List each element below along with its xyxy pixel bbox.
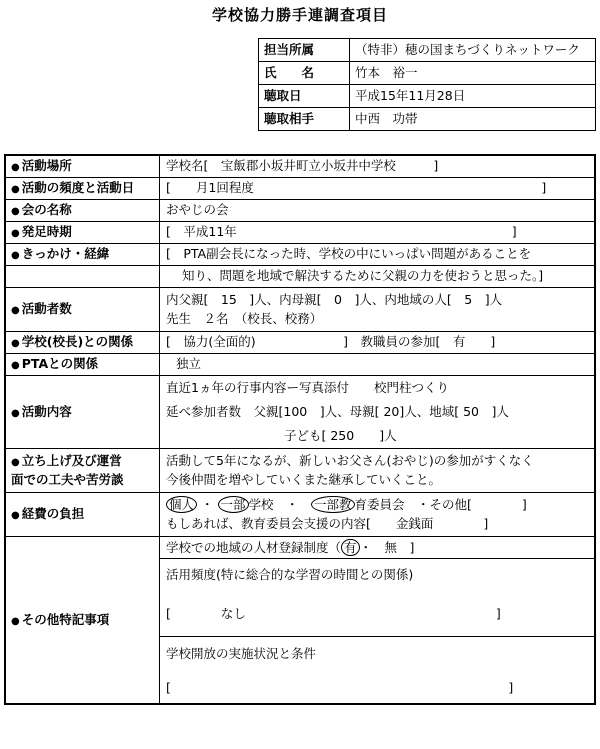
row-label: ● 活動者数 (5, 287, 160, 331)
row-other-1 (5, 536, 595, 558)
row-label: ● 学校(校長)との関係 (5, 331, 160, 353)
row-effort (5, 448, 595, 492)
row-label: ● 発足時期 (5, 221, 160, 243)
row-frequency (5, 177, 595, 199)
row-value (160, 492, 596, 536)
row-value: [ ] (160, 672, 596, 704)
row-value: 活用頻度(特に総合的な学習の時間との関係) (160, 558, 596, 592)
info-value: 平成15年11月28日 (350, 85, 596, 108)
bullet-icon: ● (11, 184, 20, 195)
row-label: ● PTAとの関係 (5, 353, 160, 375)
members-line: 内父親[ 15 ]人、内母親[ 0 ]人、内地域の人[ 5 ]人 (166, 292, 503, 307)
cost-line: 個人 ・ 一部 学校 ・ 一部教 育委員会 ・その他[ ] (166, 495, 589, 514)
info-row (259, 85, 596, 108)
effort-line: 今後仲間を増やしていくまた継承していくこと。 (166, 472, 442, 487)
circled-option: 有 (341, 539, 360, 556)
bullet-icon: ● (11, 338, 20, 349)
info-value: 竹本 裕一 (350, 62, 596, 85)
content-line: 延べ参加者数 父親[100 ]人、母親[ 20]人、地域[ 50 ]人 (166, 403, 509, 419)
row-value: 学校開放の実施状況と条件 (160, 636, 596, 672)
row-value: おやじの会 (160, 199, 596, 221)
info-key: 担当所属 (259, 39, 350, 62)
bullet-icon: ● (11, 162, 20, 174)
row-cost (5, 492, 595, 536)
bullet-icon: ● (11, 615, 20, 627)
content-line: 直近1ヵ年の行事内容ー写真添付 校門柱つくり (166, 379, 449, 395)
row-label-empty (5, 265, 160, 287)
info-row (259, 62, 596, 85)
info-value: 中西 功帯 (350, 108, 596, 131)
bullet-icon: ● (11, 510, 20, 521)
row-principal (5, 331, 595, 353)
info-row (259, 108, 596, 131)
row-label: ● 活動場所 (5, 155, 160, 177)
members-line: 先生 ２名 （校長、校務） (166, 311, 323, 326)
row-value (160, 448, 596, 492)
bullet-icon: ● (11, 250, 20, 261)
row-members (5, 287, 595, 331)
info-key: 聴取相手 (259, 108, 350, 131)
circled-option: 一部教 (311, 496, 355, 513)
bullet-icon: ● (11, 407, 20, 419)
row-label: ● 立ち上げ及び運営 面での工夫や苦労談 (5, 448, 160, 492)
page-title: 学校協力勝手連調査項目 (211, 6, 388, 24)
row-value: [ 月1回程度 ] (160, 177, 596, 199)
bullet-icon: ● (11, 360, 20, 371)
row-start-date (5, 221, 595, 243)
row-value: 学校名[ 宝飯郡小坂井町立小坂井中学校 ] (160, 155, 596, 177)
row-label: ● 活動内容 (5, 375, 160, 448)
effort-line: 活動して5年になるが、新しいお父さん(おやじ)の参加がすくなく (166, 453, 534, 468)
cost-line: もしあれば、教育委員会支援の内容[ 金銭面 ] (166, 516, 489, 531)
bullet-icon: ● (11, 305, 20, 316)
info-key: 聴取日 (259, 85, 350, 108)
surveyor-info-table (258, 38, 596, 131)
info-value: （特非）穂の国まちづくりネットワーク (350, 39, 596, 62)
row-label: ● その他特記事項 (5, 536, 160, 704)
row-value: [ 協力(全面的) ] 教職員の参加[ 有 ] (160, 331, 596, 353)
content-line: 子ども[ 250 ]人 (284, 427, 397, 443)
circled-option: 一部 (218, 496, 249, 513)
survey-table (4, 154, 596, 705)
row-group-name (5, 199, 595, 221)
row-value (160, 287, 596, 331)
row-value: 独立 (160, 353, 596, 375)
row-content (5, 375, 595, 448)
bullet-icon: ● (11, 457, 20, 468)
circled-option: 個人 (166, 496, 197, 513)
row-value: 学校での地域の人材登録制度（ 有 ・ 無 ] (160, 536, 596, 558)
row-label: ● きっかけ・経緯 (5, 243, 160, 265)
row-value: 知り、問題を地域で解決するために父親の力を使おうと思った。] (160, 265, 596, 287)
row-origin-2 (5, 265, 595, 287)
row-value: [ 平成11年 ] (160, 221, 596, 243)
row-label: ● 活動の頻度と活動日 (5, 177, 160, 199)
bullet-icon: ● (11, 206, 20, 217)
row-value: [ PTA副会長になった時、学校の中にいっぱい問題があることを (160, 243, 596, 265)
row-value (160, 375, 596, 448)
row-label: ● 経費の負担 (5, 492, 160, 536)
info-key: 氏 名 (259, 62, 350, 85)
row-activity-place (5, 155, 595, 177)
bullet-icon: ● (11, 228, 20, 239)
row-label: ● 会の名称 (5, 199, 160, 221)
row-value: [ なし ] (160, 592, 596, 636)
row-origin-1 (5, 243, 595, 265)
row-pta (5, 353, 595, 375)
info-row (259, 39, 596, 62)
